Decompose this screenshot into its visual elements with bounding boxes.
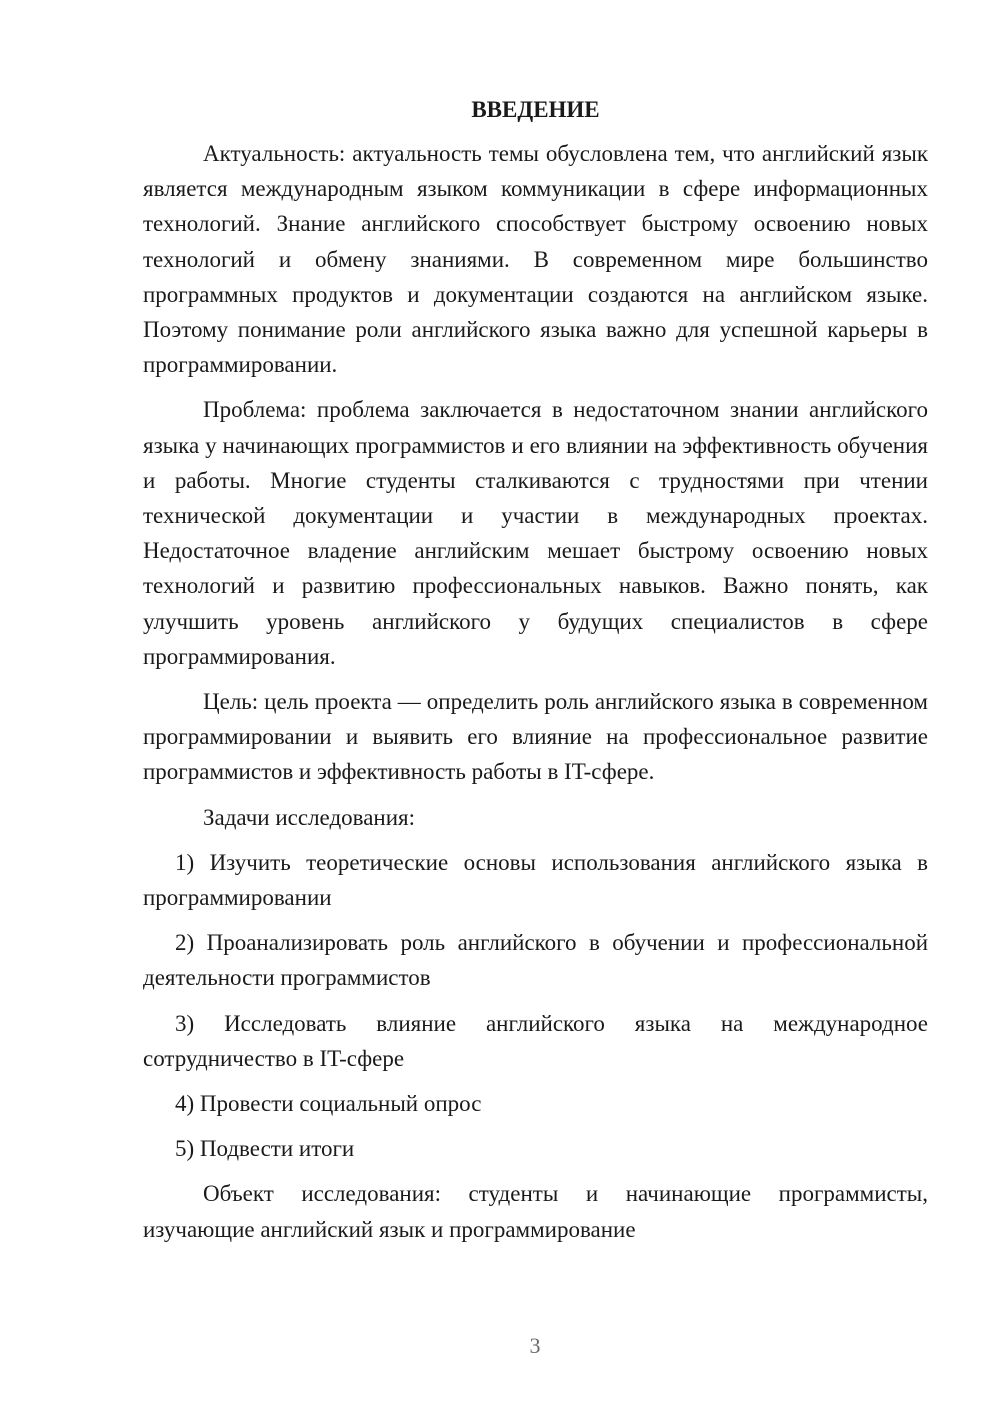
task-item-5: 5) Подвести итоги	[175, 1136, 355, 1162]
task-item-4: 4) Провести социальный опрос	[175, 1091, 482, 1117]
task-item-2: 2) Проанализировать роль английского в обучении и профессиональной деятельности программистов	[143, 930, 928, 991]
tasks-heading: Задачи исследования:	[203, 804, 416, 830]
document-body	[143, 92, 928, 1257]
section-title: ВВЕДЕНИЕ	[471, 97, 600, 122]
problem-paragraph: Проблема: проблема заключается в недостаточном знании английского языка у начинающих программистов и его влиянии на эффективность обучения и работы. Многие студенты сталкиваются с трудностями при чтении технической документации и участии в международных проектах. Недостаточное владение английским мешает быстрому освоению новых технологий и развитию профессиональных навыков. Важно понять, как улучшить уровень английского у будущих специалистов в сфере программирования.	[143, 397, 928, 669]
relevance-paragraph: Актуальность: актуальность темы обусловлена тем, что английский язык является международным языком коммуникации в сфере информационных технологий. Знание английского способствует быстрому освоению новых технологий и обмену знаниями. В современном мире большинство программных продуктов и документации создаются на английском языке. Поэтому понимание роли английского языка важно для успешной карьеры в программировании.	[143, 141, 928, 378]
goal-paragraph: Цель: цель проекта — определить роль английского языка в современном программировании и выявить его влияние на профессиональное развитие программистов и эффективность работы в IT-сфере.	[143, 689, 928, 785]
task-item-1: 1) Изучить теоретические основы использования английского языка в программировании	[143, 849, 928, 911]
task-item-3: 3) Исследовать влияние английского языка на международное сотрудничество в IT-сфере	[143, 1010, 928, 1071]
page-number: 3	[529, 1333, 541, 1358]
object-paragraph: Объект исследования: студенты и начинающие программисты, изучающие английский язык и программирование	[143, 1181, 928, 1242]
